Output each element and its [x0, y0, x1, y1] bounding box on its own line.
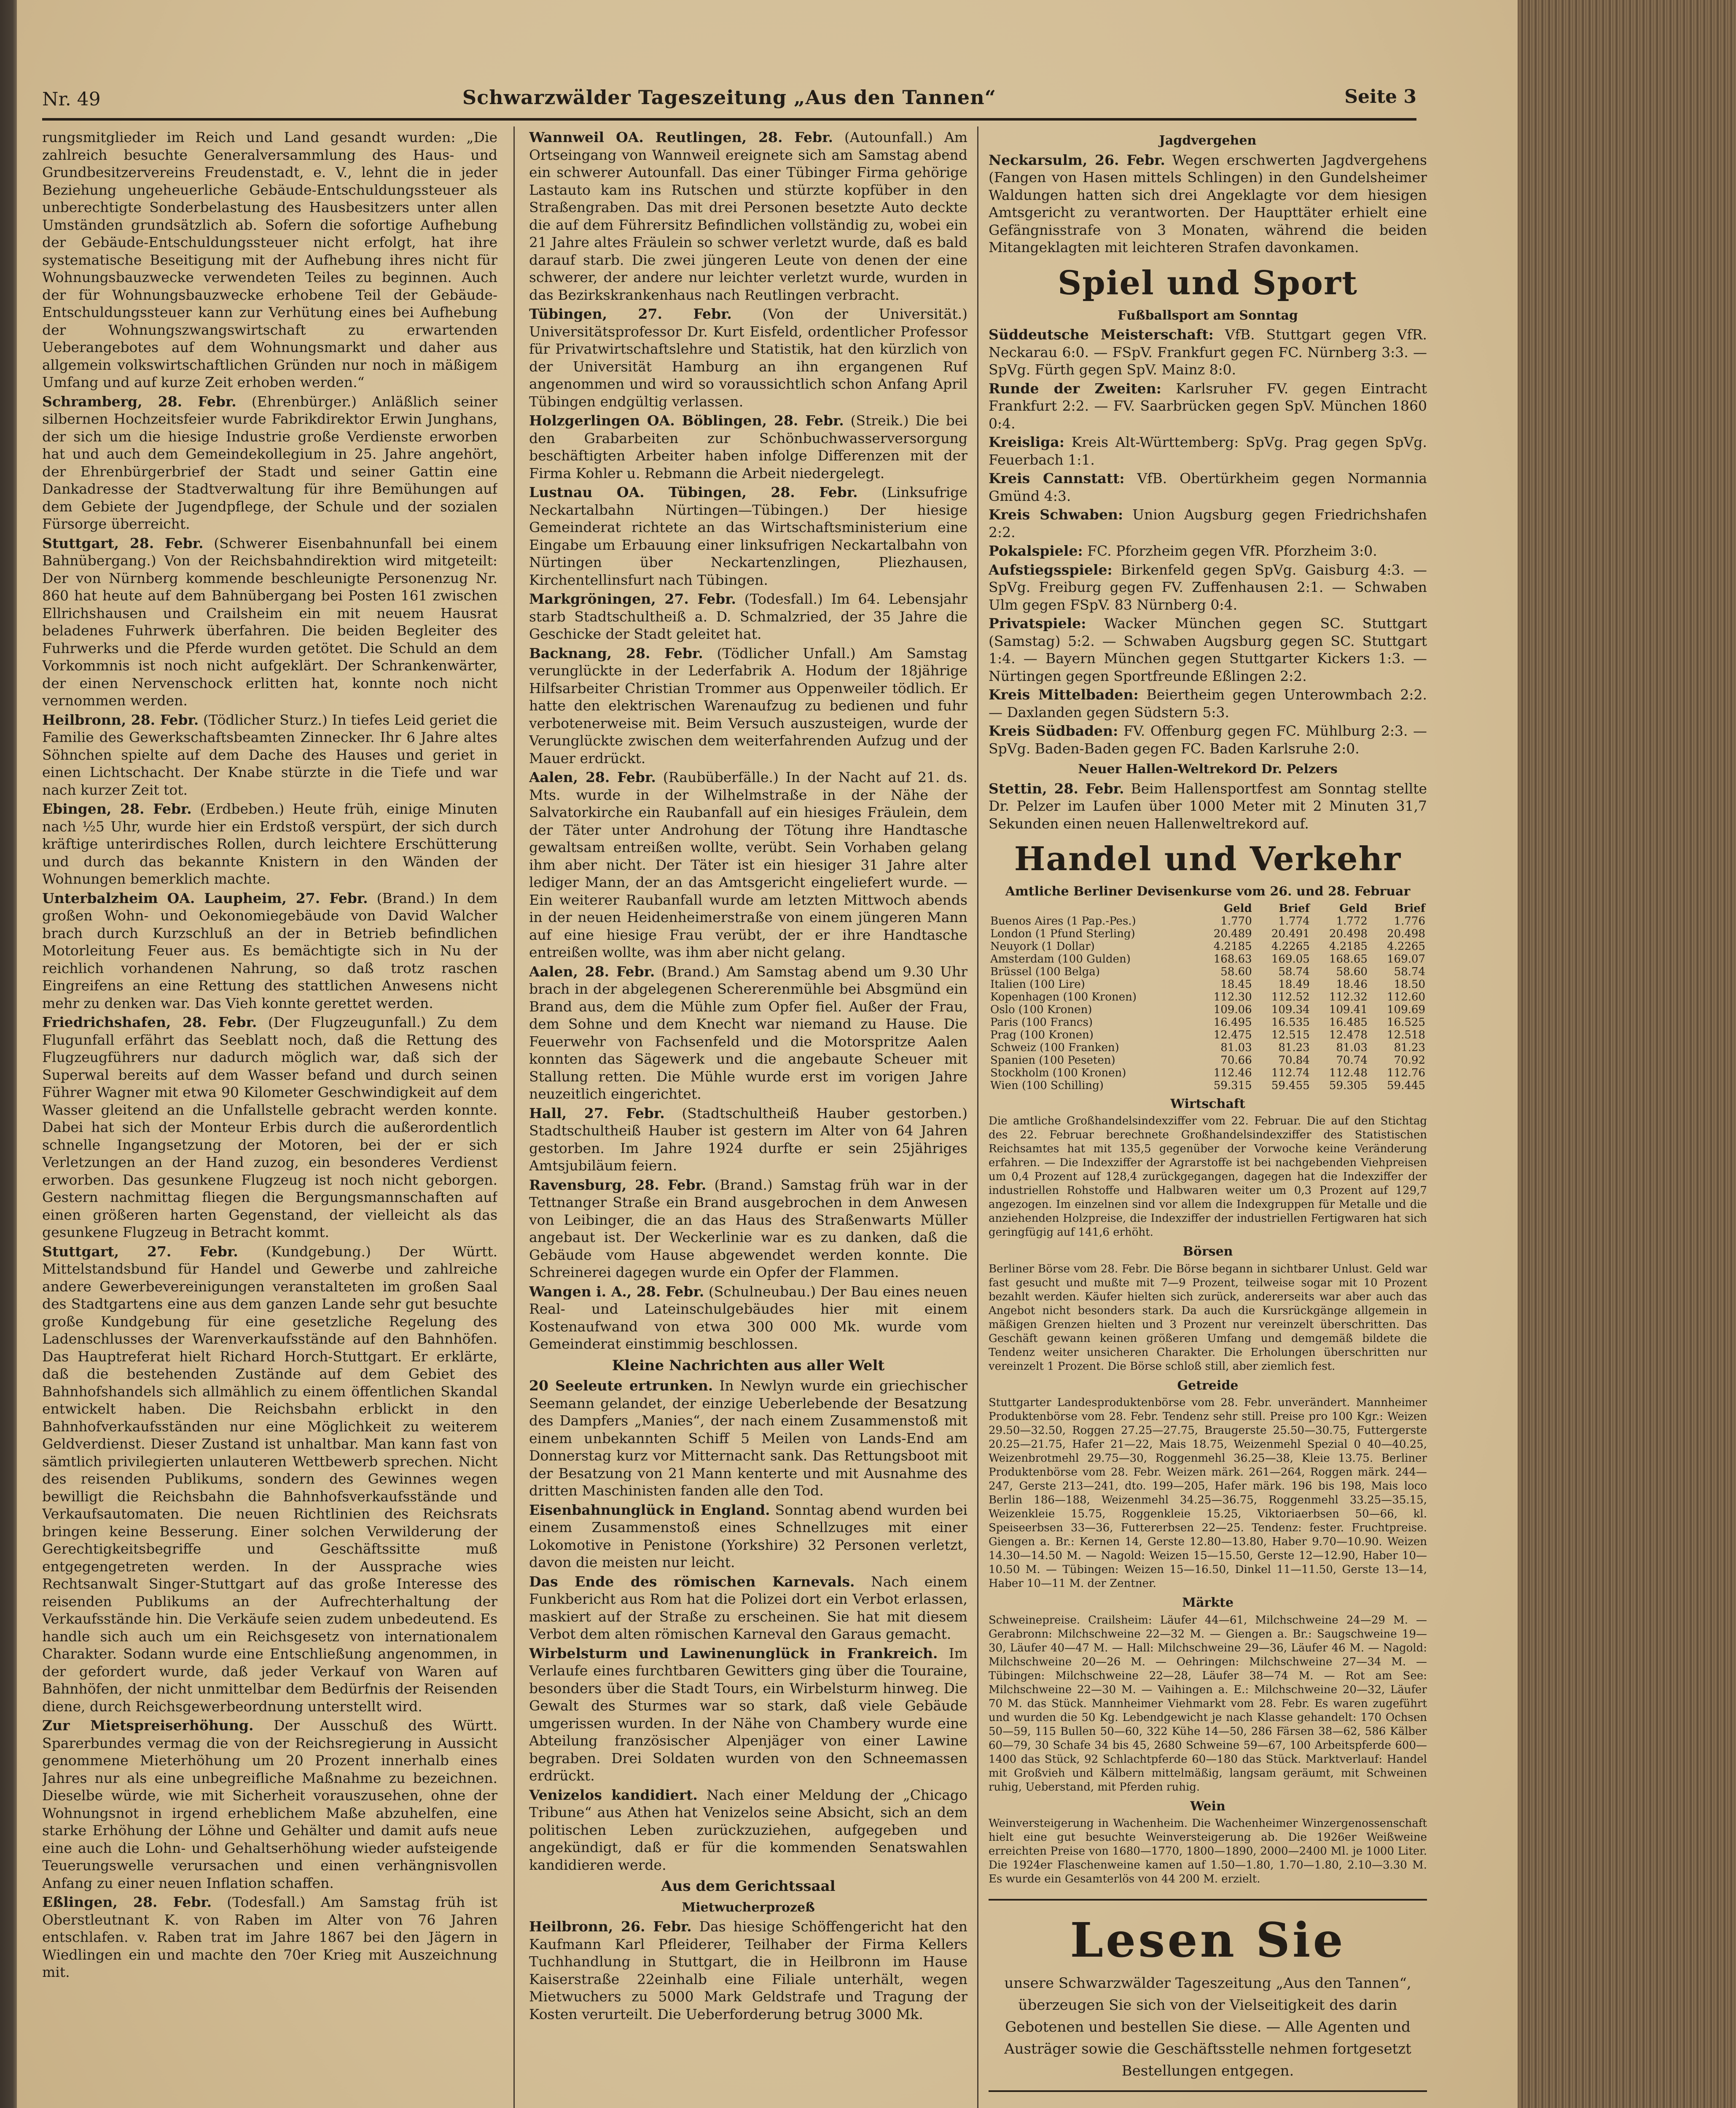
article: [529, 1501, 967, 1571]
fx-table-heading: Amtliche Berliner Devisenkurse vom 26. und 28. Februar: [1005, 884, 1411, 899]
fx-col-header: Brief: [1394, 902, 1425, 915]
article-text: (Von der Universität.) Universitätsprofessor Dr. Kurt Eisfeld, ordentlicher Professor für Privatwirtschaftslehre und Statistik, hat den kürzlich von der Universität Hamburg an ihn ergangenen Ruf angenommen und wird so voraussichtlich schon Anfang April Tübingen endgültig verlassen.: [529, 306, 967, 410]
fx-rate: 81.03: [1336, 1041, 1368, 1054]
article-dateline: Ebingen, 28. Febr.: [42, 801, 192, 817]
article: [529, 769, 967, 961]
fx-row: [989, 1016, 1427, 1029]
fx-rate: 59.455: [1271, 1079, 1310, 1092]
fx-currency: Wien (100 Schilling): [990, 1079, 1104, 1092]
article-text: Nach einer Meldung der „Chicago Tribune“ aus Athen hat Venizelos seine Absicht, sich an dem politischen Leben zurückzuziehen, aufgegeben und angekündigt, daß er für die kommenden Senatswahlen kandidieren werde.: [529, 1786, 967, 1873]
sport-result: [989, 722, 1427, 757]
advertisement-heading: Lesen Sie: [1070, 1913, 1346, 1968]
fx-rate: 16.485: [1329, 1016, 1368, 1029]
fx-row: [989, 978, 1427, 991]
fx-currency: London (1 Pfund Sterling): [990, 927, 1135, 940]
fx-rate: 4.2265: [1387, 940, 1425, 953]
fx-rate: 12.475: [1213, 1028, 1252, 1041]
sport-text: VfB. Obertürkheim gegen Normannia Gmünd 4:3.: [989, 470, 1427, 504]
article-text: (Kundgebung.) Der Württ. Mittelstandsbund für Handel und Gewerbe und zahlreiche andere Gewerbevereinigungen veranstalteten im großen Saal des Stadtgartens eine aus dem ganzen Lande sehr gut besuchte große Kundgebung für eine gesetzliche Regelung des Ladenschlusses der Warenverkaufsstände auf den Bahnhöfen. Das Hauptreferat hielt Richard Horch-Stuttgart. Er erklärte, daß die bestehenden Zustände auf dem Gebiet des Bahnhofshandels sich allmählich zu einem öffentlichen Skandal entwickelt haben. Die Reichsbahn erblickt in den Bahnhofverkaufsständen nur eine Möglichkeit zu weiterem Geldverdienst. Dieser Zustand ist unhaltbar. Man kann fast von sämtlich privilegierten unlauteren Wettbewerb sprechen. Nicht des reisenden Publikums, sondern des Gewinnes wegen bewilligt die Reichsbahn die Bahnhofsverkaufsstände und Verkaufsautomaten. Die neuen Richtlinien des Reichsrats bringen keine Besserung. Einer solchen Verwilderung der Gerechtigkeitsbegriffe und Geschäftssitte muß entgegengetreten werden. In der Aussprache wies Rechtsanwalt Singer-Stuttgart auf das große Interesse des reisenden Publikums an der Aufrechterhaltung der Verkaufsstände hin. Die Verkäufe seien zudem unbedeutend. Es handle sich auch um ein Reichsgesetz von internationalem Charakter. Sodann wurde eine Entschließung angenommen, in der gefordert wurde, daß jeder Verkauf von Waren auf Bahnhöfen, der nicht unmittelbar dem Bedürfnis der Reisenden diene, durch Reichsgewerbeordnung unterstellt wird.: [42, 1243, 497, 1715]
fx-rate: 20.491: [1271, 927, 1310, 940]
article: [529, 1573, 967, 1643]
sport-label: Kreisliga:: [989, 434, 1064, 450]
article-text: Im Verlaufe eines furchtbaren Gewitters ging über die Touraine, besonders über die Stadt Tours, ein Wirbelsturm hinweg. Die Gewalt des Sturmes war so stark, daß viele Gebäude umgerissen wurden. In der Nähe von Chambery wurde eine Abteilung französischer Alpenjäger von einer Lawine begraben. Drei Soldaten wurden von den Schneemassen erdrückt.: [529, 1645, 967, 1784]
section-subheading: Börsen: [1182, 1244, 1233, 1259]
article: [989, 151, 1427, 256]
fx-currency: Kopenhagen (100 Kronen): [990, 990, 1137, 1003]
fx-currency: Spanien (100 Peseten): [990, 1054, 1115, 1067]
fx-row: [989, 1029, 1427, 1041]
article-text: (Brand.) Samstag früh war in der Tettnanger Straße ein Brand ausgebrochen in dem Anwesen von Leibinger, die an das Haus des Straßenwarts Müller angebaut ist. Der Weckerlinie war es zu danken, daß die Gebäude vom Hause abgewendet werden konnte. Die Schreinerei dagegen wurde ein Opfer der Flammen.: [529, 1176, 967, 1280]
fx-header-row: [989, 902, 1427, 915]
article-dateline: Heilbronn, 26. Febr.: [529, 1918, 692, 1935]
fx-rate: 4.2185: [1213, 940, 1252, 953]
article-text: (Schwerer Eisenbahnunfall bei einem Bahnübergang.) Von der Reichsbahndirektion wird mitgeteilt: Der von Nürnberg kommende beschleunigte Personenzug Nr. 860 hat heute auf dem Bahnübergang bei Posten 161 zwischen Ellrichshausen und Crailsheim ein mit neuem Hausrat beladenes Fuhrwerk überfahren. Die beiden Begleiter des Fuhrwerks und die Pferde wurden getötet. Die Schuld an dem Vorkommnis ist noch nicht aufgeklärt. Der Schrankenwärter, der einen Nervenschock erlitten hat, konnte noch nicht vernommen werden.: [42, 535, 497, 709]
fx-rate: 112.60: [1387, 990, 1425, 1003]
article-text: (Der Flugzeugunfall.) Zu dem Flugunfall erfährt das Seeblatt noch, daß die Rettung des Flugzeugführers nur dadurch möglich war, daß sich der Superwal bereits auf dem Wasser befand und durch seinen Führer Wagner mit etwa 90 Kilometer Geschwindigkeit auf dem Wasser gleitend an die Unfallstelle gebracht werden konnte. Dabei hat sich der Monteur Erbis durch die außerordentlich schnelle Ingangsetzung der Motoren, bei der er sich Verletzungen an der Hand zuzog, ein besonderes Verdienst erworben. Das gesunkene Flugzeug ist noch nicht geborgen. Gestern nachmittag fliegen die Bergungsmannschaften auf einen größeren harten Gegenstand, der vielleicht als das gesunkene Flugzeug in Betracht kommt.: [42, 1014, 497, 1240]
fx-rate: 112.46: [1213, 1066, 1252, 1079]
article-text: Schweinepreise. Crailsheim: Läufer 44—61, Milchschweine 24—29 M. — Gerabronn: Milchschweine 22—32 M. — Giengen a. Br.: Saugschweine 19—30, Läufer 40—47 M. — Hall: Milchschweine 29—36, Läufer 46 M. — Nagold: Milchschweine 20—26 M. — Oehringen: Milchschweine 27—34 M. — Tübingen: Milchschweine 22—28, Läufer 38—74 M. — Rot am See: Milchschweine 22—30 M. — Vaihingen a. E.: Milchschweine 20—32, Läufer 70 M. das Stück. Mannheimer Viehmarkt vom 28. Febr. Es waren zugeführt und wurden die 50 Kg. Lebendgewicht je nach Klasse gehandelt: 170 Ochsen 50—59, 115 Bullen 50—60, 322 Kühe 14—50, 286 Färsen 38—62, 586 Kälber 60—79, 30 Schafe 34 bis 45, 2680 Schweine 59—67, 100 Arbeitspferde 600—1400 das Stück, 92 Schlachtpferde 60—180 das Stück. Marktverlauf: Handel mit Großvieh und Kälbern mittelmäßig, langsam geräumt, mit Schweinen ruhig, Ueberstand, mit Pferden ruhig.: [989, 1613, 1427, 1793]
article-text: Beim Hallensportfest am Sonntag stellte Dr. Pelzer im Laufen über 1000 Meter mit 2 Minuten 31,7 Sekunden einen neuen Hallenweltrekord auf.: [989, 780, 1427, 832]
article: [42, 393, 497, 533]
article-text: (Linksufrige Neckartalbahn Nürtingen—Tübingen.) Der hiesige Gemeinderat richtete an das Wirtschaftsministerium eine Eingabe um Erbauung einer linksufrigen Neckartalbahn von Nürtingen über Neckartenzlingen, Pliezhausen, Kirchentellinsfurt nach Tübingen.: [529, 484, 967, 588]
sport-result: [989, 380, 1427, 433]
article-dateline: Wannweil OA. Reutlingen, 28. Febr.: [529, 129, 833, 145]
sport-text: Beiertheim gegen Unterowmbach 2:2. — Daxlanden gegen Südstern 5:3.: [989, 686, 1427, 721]
article-text: (Todesfall.) Am Samstag früh ist Oberstleutnant K. von Raben im Alter von 76 Jahren entschlafen. v. Raben trat im Jahre 1867 bei den Jägern in Wiedlingen ein und machte den 70er Krieg mit Auszeichnung mit.: [42, 1894, 497, 1980]
fx-rate: 112.32: [1329, 990, 1368, 1003]
sport-label: Kreis Cannstatt:: [989, 470, 1125, 487]
book-page-edges: [1518, 0, 1736, 2108]
article-text: Wegen erschwerten Jagdvergehens (Fangen von Hasen mittels Schlingen) in den Gundelsheimer Waldungen hatten sich drei Angeklagte vor dem hiesigen Amtsgericht zu verantworten. Der Haupttäter erhielt eine Gefängnisstrafe von 3 Monaten, während die beiden Mitangeklagten mit leichteren Strafen davonkamen.: [989, 151, 1427, 255]
page-label: Seite 3: [1344, 86, 1416, 108]
article-dateline: Ravensburg, 28. Febr.: [529, 1176, 707, 1193]
article: [42, 129, 497, 391]
sport-result: [989, 470, 1427, 505]
article-text: (Autounfall.) Am Ortseingang von Wannweil ereignete sich am Samstag abend ein schwerer Autounfall. Das einer Tübinger Firma gehörige Lastauto kam ins Rutschen und stürzte kopfüber in den Straßengraben. Das mit drei Personen besetzte Auto deckte die auf dem Führersitz Befindlichen vollständig zu, wobei ein 21 Jahre altes Fräulein so schwer verletzt wurde, daß es bald darauf starb. Die zwei jüngeren Leute von denen der eine schwerer, der andere nur leichter verletzt wurde, wurden in das Bezirkskrankenhaus nach Reutlingen verbracht.: [529, 129, 967, 303]
fx-rate: 12.518: [1387, 1028, 1425, 1041]
fx-rate: 12.515: [1271, 1028, 1310, 1041]
article-dateline: Stuttgart, 28. Febr.: [42, 535, 204, 551]
sport-text: FV. Offenburg gegen FC. Mühlburg 2:3. — SpVg. Baden-Baden gegen FC. Baden Karlsruhe 2:0.: [989, 723, 1427, 757]
section-subheading: Fußballsport am Sonntag: [1118, 308, 1298, 323]
fx-currency: Amsterdam (100 Gulden): [990, 952, 1131, 965]
article-dateline: Das Ende des römischen Karnevals.: [529, 1573, 855, 1590]
article-dateline: Aalen, 28. Febr.: [529, 963, 655, 980]
article-dateline: Backnang, 28. Febr.: [529, 645, 703, 661]
sport-label: Kreis Südbaden:: [989, 723, 1118, 739]
fx-currency: Schweiz (100 Franken): [990, 1041, 1119, 1054]
fx-col-header: Geld: [1223, 902, 1252, 915]
fx-rate: 59.445: [1387, 1079, 1425, 1092]
column-3: [989, 129, 1427, 2108]
fx-rate: 169.05: [1271, 952, 1310, 965]
sport-result: [989, 542, 1427, 560]
section-heading-sport: Spiel und Sport: [1057, 264, 1358, 302]
fx-currency: Italien (100 Lire): [990, 978, 1085, 991]
article: [42, 535, 497, 710]
article-text: (Todesfall.) Im 64. Lebensjahr starb Stadtschultheiß a. D. Schmalzried, der 35 Jahre die Geschicke der Stadt geleitet hat.: [529, 591, 967, 642]
fx-rate: 20.489: [1213, 927, 1252, 940]
fx-rate: 112.48: [1329, 1066, 1368, 1079]
article-text: Die amtliche Großhandelsindexziffer vom 22. Februar. Die auf den Stichtag des 22. Februar berechnete Großhandelsindexziffer des Statistischen Reichsamtes hat mit 135,5 gegenüber der Vorwoche keine Veränderung erfahren. — Die Indexziffer der Agrarstoffe ist bei nachgebenden Viehpreisen um 0,4 Prozent auf 128,4 zurückgegangen, dagegen hat die Indexziffer der industriellen Rohstoffe und Halbwaren weiter um 0,3 Prozent auf 129,7 angezogen. Im einzelnen sind vor allem die Indexgruppen für Metalle und die anziehenden Holzpreise, die Indexziffer der industriellen Fertigwaren hat sich geringfügig auf 141,6 erhöht.: [989, 1115, 1427, 1239]
fx-rate: 20.498: [1329, 927, 1368, 940]
fx-col-header: Geld: [1339, 902, 1368, 915]
sport-label: Aufstiegsspiele:: [989, 561, 1113, 578]
fx-currency: Brüssel (100 Belga): [990, 965, 1100, 978]
column-rule: [513, 126, 515, 2108]
fx-row: [989, 1067, 1427, 1079]
article-dateline: Venizelos kandidiert.: [529, 1786, 698, 1803]
fx-row: [989, 965, 1427, 978]
section-subheading: Märkte: [1182, 1595, 1234, 1610]
section-heading-trade: Handel und Verkehr: [1014, 840, 1402, 878]
article: [42, 711, 497, 799]
article: [42, 1893, 497, 1981]
article: [42, 890, 497, 1012]
section-subheading: Wirtschaft: [1170, 1096, 1245, 1111]
article: [529, 1918, 967, 2023]
sport-result: [989, 506, 1427, 541]
sport-text: Union Augsburg gegen Friedrichshafen 2:2.: [989, 506, 1427, 540]
sport-label: Kreis Schwaben:: [989, 506, 1123, 523]
fx-rate: 18.46: [1336, 978, 1368, 991]
article-dateline: Zur Mietspreiserhöhung.: [42, 1717, 254, 1734]
fx-rate: 109.06: [1213, 1003, 1252, 1016]
fx-rate: 81.03: [1220, 1041, 1252, 1054]
article-text: Sonntag abend wurden bei einem Zusammenstoß eines Schnellzuges mit einer Lokomotive in Penistone (Yorkshire) 32 Personen verletzt, davon die meisten nur leicht.: [529, 1501, 967, 1570]
column-1: [42, 129, 497, 2108]
fx-rate: 18.49: [1278, 978, 1310, 991]
article-dateline: Stuttgart, 27. Febr.: [42, 1243, 238, 1260]
sport-result: [989, 615, 1427, 685]
fx-table: [989, 902, 1427, 1092]
article: [529, 129, 967, 304]
section-subheading: Mietwucherprozeß: [682, 1900, 815, 1915]
article: [529, 1176, 967, 1281]
sport-result: [989, 433, 1427, 468]
fx-currency: Buenos Aires (1 Pap.-Pes.): [990, 914, 1136, 928]
article-dateline: Markgröningen, 27. Febr.: [529, 591, 736, 607]
fx-rate: 20.498: [1387, 927, 1425, 940]
article-dateline: 20 Seeleute ertrunken.: [529, 1377, 713, 1394]
fx-currency: Neuyork (1 Dollar): [990, 940, 1095, 953]
sport-result: [989, 561, 1427, 614]
article-dateline: Wangen i. A., 28. Febr.: [529, 1283, 704, 1300]
article-dateline: Lustnau OA. Tübingen, 28. Febr.: [529, 484, 858, 500]
sport-text: FC. Pforzheim gegen VfR. Pforzheim 3:0.: [1087, 543, 1377, 559]
fx-rate: 109.34: [1271, 1003, 1310, 1016]
article-text: (Brand.) Am Samstag abend um 9.30 Uhr brach in der abgelegenen Schererenmühle bei Absgmünd ein Brand aus, dem die Mühle zum Opfer fiel. Außer der Frau, dem Sohne und dem Knecht war niemand zu Hause. Die Feuerwehr von Fachsenfeld und die Motorspritze Aalen konnten das Sägewerk und die angebaute Scheuer mit Stallung retten. Die Mühle wurde erst im vorigen Jahre neuzeitlich eingerichtet.: [529, 963, 967, 1102]
fx-rate: 70.66: [1220, 1054, 1252, 1067]
fx-currency: Prag (100 Kronen): [990, 1028, 1094, 1041]
fx-rate: 81.23: [1394, 1041, 1425, 1054]
article-dateline: Stettin, 28. Febr.: [989, 780, 1124, 797]
fx-rate: 16.495: [1213, 1016, 1252, 1029]
article: [529, 1283, 967, 1353]
sport-label: Pokalspiele:: [989, 543, 1083, 559]
fx-row: [989, 1041, 1427, 1054]
fx-rate: 112.74: [1271, 1066, 1310, 1079]
fx-row: [989, 940, 1427, 953]
section-subheading: Getreide: [1177, 1378, 1239, 1393]
article-text: (Erdbeben.) Heute früh, einige Minuten nach ½5 Uhr, wurde hier ein Erdstoß verspürt, der sich durch kräftige unterirdisches Rollen, durch leichtere Erschütterung und durch das bekannte Knistern in den Wänden der Wohnungen bemerklich machte.: [42, 801, 497, 887]
article-text: (Tödlicher Sturz.) In tiefes Leid geriet die Familie des Gewerkschaftsbeamten Zinnecker. Ihr 6 Jahre altes Söhnchen spielte auf dem Dache des Hauses und geriet in einen Lichtschacht. Der Knabe stürzte in die Tiefe und war nach kurzer Zeit tot.: [42, 711, 497, 798]
section-heading: Aus dem Gerichtssaal: [661, 1878, 836, 1895]
article: [529, 963, 967, 1103]
fx-row: [989, 915, 1427, 928]
sport-text: Kreis Alt-Württemberg: SpVg. Prag gegen SpVg. Feuerbach 1:1.: [989, 434, 1427, 468]
article: [529, 1786, 967, 1874]
section-subheading: Wein: [1190, 1799, 1225, 1814]
fx-row: [989, 928, 1427, 940]
article-dateline: Heilbronn, 28. Febr.: [42, 711, 199, 728]
advertisement: [989, 1899, 1427, 2092]
article-dateline: Tübingen, 27. Febr.: [529, 306, 732, 322]
sport-text: Birkenfeld gegen SpVg. Gaisburg 4:3. — SpVg. Freiburg gegen FV. Zuffenhausen 2:1. — Schwaben Ulm gegen FSpV. 83 Nürnberg 0:4.: [989, 561, 1427, 613]
article-text: Weinversteigerung in Wachenheim. Die Wachenheimer Winzergenossenschaft hielt eine gut besuchte Weinversteigerung ab. Die 1926er Weißweine erreichten Preise von 1680—1770, 1800—1890, 2000—2400 Ml. je 1000 Liter. Die 1924er Flaschenweine kamen auf 1.50—1.80, 1.70—1.80, 2.10—3.30 M. Es wurde ein Gesamterlös von 44 200 M. erzielt.: [989, 1817, 1427, 1885]
fx-rate: 59.315: [1213, 1079, 1252, 1092]
article: [529, 1377, 967, 1500]
article-text: rungsmitglieder im Reich und Land gesandt wurden: „Die zahlreich besuchte Generalversammlung des Haus- und Grundbesitzervereins Freudenstadt, e. V., lehnt die in jeder Beziehung ungeheuerliche Gebäude-Entschuldungssteuer als unberechtigte Sonderbelastung des Hausbesitzers unter allen Umständen grundsätzlich ab. Sofern die sofortige Aufhebung der Gebäude-Entschuldungssteuer nicht erfolgt, hat ihre systematische Beseitigung mit der Aufhebung ihres nicht für Wohnungsbauzwecke verwendeten Teiles zu beginnen. Auch der für Wohnungsbauzwecke erhobene Teil der Gebäude-Entschuldungssteuer kann zur Verhütung eines bei Aufhebung der Wohnungszwangswirtschaft zu erwartenden Ueberangebotes auf dem Wohnungsmarkt und daher aus allgemein volkswirtschaftlichen Gründen nur noch in mäßigem Umfang und auf kurze Zeit erhoben werden.“: [42, 129, 497, 390]
fx-row: [989, 953, 1427, 965]
sport-result: [989, 686, 1427, 721]
fx-col-header: [989, 902, 1196, 915]
sport-result: [989, 326, 1427, 379]
article-dateline: Aalen, 28. Febr.: [529, 769, 656, 785]
fx-rate: 1.772: [1336, 914, 1368, 928]
article: [989, 780, 1427, 833]
fx-rate: 112.76: [1387, 1066, 1425, 1079]
masthead-title: Schwarzwälder Tageszeitung „Aus den Tannen“: [462, 86, 997, 109]
article: [42, 1243, 497, 1715]
article-dateline: Unterbalzheim OA. Laupheim, 27. Febr.: [42, 890, 368, 906]
article-dateline: Eßlingen, 28. Febr.: [42, 1894, 212, 1910]
article-text: Stuttgarter Landesproduktenbörse vom 28. Febr. unverändert. Mannheimer Produktenbörse vom 28. Febr. Tendenz sehr still. Preise pro 100 Kgr.: Weizen 29.50—32.50, Roggen 27.25—27.75, Braugerste 25.50—30.75, Futtergerste 20.25—21.75, Hafer 21—22, Mais 18.75, Weizenmehl Spezial 0 40—40.25, Weizenbrotmehl 29.75—30, Roggenmehl 36.25—38, Kleie 13.75. Berliner Produktenbörse vom 28. Febr. Weizen märk. 261—264, Roggen märk. 244—247, Gerste 213—241, dto. 199—205, Hafer märk. 196 bis 198, Mais loco Berlin 186—188, Weizenmehl 34.25—36.75, Roggenmehl 33.25—35.15, Weizenkleie 15.75, Roggenkleie 15.25, Viktoriaerbsen 50—66, kl. Speiseerbsen 33—36, Futtererbsen 22—25. Tendenz: fester. Fruchtpreise. Giengen a. Br.: Kernen 14, Gerste 12.80—13.80, Haber 9.70—10.90. Weizen 14.30—14.50 M. — Nagold: Weizen 15—15.50, Gerste 12—12.90, Haber 10—10.50 M. — Tübingen: Weizen 15—16.50, Dinkel 11—11.50, Gerste 13—14, Haber 10—11 M. der Zentner.: [989, 1396, 1427, 1590]
sport-label: Runde der Zweiten:: [989, 380, 1161, 397]
fx-currency: Stockholm (100 Kronen): [990, 1066, 1126, 1079]
article: [42, 1014, 497, 1241]
fx-rate: 109.41: [1329, 1003, 1368, 1016]
article-text: (Streik.) Die bei den Grabarbeiten zur Schönbuchwasserversorgung beschäftigten Arbeiter haben infolge Differenzen mit der Firma Kohler u. Rebmann die Arbeit niedergelegt.: [529, 412, 967, 481]
fx-row: [989, 1003, 1427, 1016]
sport-text: VfB. Stuttgart gegen VfR. Neckarau 6:0. — FSpV. Frankfurt gegen FC. Nürnberg 3:3. — SpVg. Fürth gegen SpV. Mainz 8:0.: [989, 326, 1427, 378]
sport-label: Süddeutsche Meisterschaft:: [989, 326, 1214, 343]
article-text: Berliner Börse vom 28. Febr. Die Börse begann in sichtbarer Unlust. Geld war fast gesucht und mußte mit 7—9 Prozent, teilweise sogar mit 10 Prozent bezahlt werden. Käufer hielten sich zurück, andererseits war aber auch das Angebot nicht besonders stark. Da auch die Kursrückgänge allgemein in mäßigen Grenzen hielten und 3 Prozent nur vereinzelt überschritten. Das Geschäft gewann keinen größeren Umfang und demgemäß bildete die Tendenz weiter unsicheren Charakter. Die Erholungen überschritten nur vereinzelt 1 Prozent. Die Börse schloß still, aber ziemlich fest.: [989, 1262, 1427, 1373]
advertisement-text: unsere Schwarzwälder Tageszeitung „Aus den Tannen“, überzeugen Sie sich von der Vielseitigkeit des darin Gebotenen und bestellen Sie diese. — Alle Agenten und Austräger sowie die Geschäftsstelle nehmen fortgesetzt Bestellungen entgegen.: [1004, 1975, 1411, 2079]
article-dateline: Schramberg, 28. Febr.: [42, 393, 236, 410]
fx-rate: 168.65: [1329, 952, 1368, 965]
fx-row: [989, 1054, 1427, 1067]
fx-rate: 1.770: [1220, 914, 1252, 928]
fx-rate: 58.74: [1278, 965, 1310, 978]
fx-rate: 16.525: [1387, 1016, 1425, 1029]
article-dateline: Holzgerlingen OA. Böblingen, 28. Febr.: [529, 412, 844, 429]
fx-row: [989, 991, 1427, 1003]
article-dateline: Wirbelsturm und Lawinenunglück in Frankreich.: [529, 1645, 938, 1662]
article-text: (Tödlicher Unfall.) Am Samstag verunglückte in der Lederfabrik A. Hodum der 18jährige Hilfsarbeiter Christian Trommer aus Oppenweiler tödlich. Er hatte den elektrischen Warenaufzug zu bedienen und fuhr verbotenerweise mit. Beim Versuch auszusteigen, wurde der Verunglückte zwischen dem weiterfahrenden Aufzug und der Mauer erdrückt.: [529, 645, 967, 766]
article: [529, 1645, 967, 1785]
fx-rate: 18.50: [1394, 978, 1425, 991]
article-text: Der Ausschuß des Württ. Sparerbundes vermag die von der Reichsregierung in Aussicht genommene Mieterhöhung um 20 Prozent innerhalb eines Jahres nur als eine unbegreifliche Maßnahme zu bezeichnen. Dieselbe würde, wie mit Sicherheit vorauszusehen, ohne der Wohnungsnot in irgend erheblichem Maße abzuhelfen, eine starke Erhöhung der Löhne und Gehälter und damit aufs neue eine auch die Lohn- und Gehaltserhöhung wieder aufsteigende Teuerungswelle verursachen und einen verhängnisvollen Anfang zu einer neuen Inflation schaffen.: [42, 1717, 497, 1891]
fx-rate: 59.305: [1329, 1079, 1368, 1092]
article-text: (Brand.) In dem großen Wohn- und Oekonomiegebäude von David Walcher brach durch Kurzschluß an der in Betrieb befindlichen Motorleitung Feuer aus. Es bemächtigte sich in Nu der reichlich vorhandenen Nahrung, so daß trotz raschen Eingreifens an eine Rettung des stattlichen Anwesens nicht mehr zu denken war. Das Vieh konnte gerettet werden.: [42, 890, 497, 1011]
article: [529, 484, 967, 589]
article-text: (Ehrenbürger.) Anläßlich seiner silbernen Hochzeitsfeier wurde Fabrikdirektor Erwin Junghans, der sich um die hiesige Industrie große Verdienste erworben hat und auch dem Gemeindekollegium in 25. Jahre angehört, der Ehrenbürgerbrief der Stadt und seiner Gattin eine Dankadresse der Stadtverwaltung für ihre Bemühungen auf dem Gebiete der Jugendpflege, der Schule und der sozialen Fürsorge überreicht.: [42, 393, 497, 532]
sport-label: Privatspiele:: [989, 615, 1086, 632]
article: [42, 1717, 497, 1892]
fx-rate: 168.63: [1213, 952, 1252, 965]
section-heading: Kleine Nachrichten aus aller Welt: [612, 1357, 885, 1374]
fx-rate: 1.774: [1278, 914, 1310, 928]
section-subheading: Jagdvergehen: [1159, 133, 1257, 148]
article-dateline: Neckarsulm, 26. Febr.: [989, 151, 1165, 168]
fx-rate: 109.69: [1387, 1003, 1425, 1016]
article: [529, 412, 967, 482]
fx-currency: Oslo (100 Kronen): [990, 1003, 1092, 1016]
fx-rate: 169.07: [1387, 952, 1425, 965]
sport-label: Kreis Mittelbaden:: [989, 686, 1139, 703]
fx-rate: 112.30: [1213, 990, 1252, 1003]
article-dateline: Eisenbahnunglück in England.: [529, 1501, 770, 1518]
fx-rate: 58.60: [1336, 965, 1368, 978]
page-header: [42, 80, 1416, 121]
fx-rate: 58.74: [1394, 965, 1425, 978]
article: [529, 305, 967, 410]
fx-rate: 16.535: [1271, 1016, 1310, 1029]
fx-rate: 81.23: [1278, 1041, 1310, 1054]
fx-rate: 70.84: [1278, 1054, 1310, 1067]
fx-rate: 4.2185: [1329, 940, 1368, 953]
fx-rate: 58.60: [1220, 965, 1252, 978]
article: [529, 1105, 967, 1175]
article-text: (Stadtschultheiß Hauber gestorben.) Stadtschultheiß Hauber ist gestern im Alter von 64 Jahren gestorben. Im Jahre 1924 durfte er sein 25jähriges Amtsjubiläum feiern.: [529, 1105, 967, 1174]
article-dateline: Hall, 27. Febr.: [529, 1105, 665, 1121]
article-dateline: Friedrichshafen, 28. Febr.: [42, 1014, 257, 1030]
article: [529, 590, 967, 643]
page-number: Nr. 49: [42, 89, 101, 110]
article-text: Das hiesige Schöffengericht hat den Kaufmann Karl Pfleiderer, Teilhaber der Firma Kellers Tuchhandlung in Stuttgart, die in Heilbronn im Hause Kaiserstraße 22einhalb eine Filiale unterhält, wegen Mietwuchers zu 5000 Mark Geldstrafe und Tragung der Kosten verurteilt. Die Ueberforderung betrug 3000 Mk.: [529, 1918, 967, 2022]
fx-rate: 70.74: [1336, 1054, 1368, 1067]
fx-rate: 4.2265: [1271, 940, 1310, 953]
section-subheading: Neuer Hallen-Weltrekord Dr. Pelzers: [1078, 762, 1338, 777]
fx-currency: Paris (100 Francs): [990, 1016, 1093, 1029]
fx-rate: 1.776: [1394, 914, 1425, 928]
article-text: Nach einem Funkbericht aus Rom hat die Polizei dort ein Verbot erlassen, maskiert auf der Straße zu erscheinen. Sie hat mit diesem Verbot dem alten römischen Karneval den Garaus gemacht.: [529, 1573, 967, 1642]
fx-rate: 18.45: [1220, 978, 1252, 991]
sport-text: Karlsruher FV. gegen Eintracht Frankfurt 2:2. — FV. Saarbrücken gegen SpV. München 1860 0:4.: [989, 380, 1427, 432]
column-2: [529, 129, 967, 2108]
fx-row: [989, 1079, 1427, 1092]
fx-rate: 70.92: [1394, 1054, 1425, 1067]
article: [529, 645, 967, 767]
article: [42, 800, 497, 888]
sport-text: Wacker München gegen SC. Stuttgart (Samstag) 5:2. — Schwaben Augsburg gegen SC. Stuttgart 1:4. — Bayern München gegen Stuttgarter Kickers 1:3. — Nürtingen gegen Sportfreunde Eßlingen 2:2.: [989, 615, 1427, 684]
article-text: (Schulneubau.) Der Bau eines neuen Real- und Lateinschulgebäudes hier mit einem Kostenaufwand von etwa 300 000 Mk. wurde vom Gemeinderat einstimmig beschlossen.: [529, 1283, 967, 1352]
article-text: (Raubüberfälle.) In der Nacht auf 21. ds. Mts. wurde in der Wilhelmstraße in der Nähe der Salvatorkirche ein Raubanfall auf ein hiesiges Fräulein, dem der Täter unter Androhung der Tötung ihre Handtasche gewaltsam entreißen wollte, verübt. Sein Vorhaben gelang ihm aber nicht. Der Täter ist ein hiesiger 31 Jahre alter lediger Mann, der an das Amtsgericht eingeliefert wurde. — Ein weiterer Raubanfall wurde am letzten Mittwoch abends in der neuen Heidenheimerstraße von einem jüngeren Mann auf eine hiesige Frau verübt, der er ihre Handtasche entreißen wollte, was ihm aber nicht gelang.: [529, 769, 967, 960]
fx-rate: 12.478: [1329, 1028, 1368, 1041]
column-rule: [977, 126, 978, 2108]
fx-rate: 112.52: [1271, 990, 1310, 1003]
article-text: In Newlyn wurde ein griechischer Seemann gelandet, der einzige Ueberlebende der Besatzung des Dampfers „Manies“, der nach einem Zusammenstoß mit einem unbekannten Schiff 5 Meilen von Lands-End am Donnerstag kurz vor Mitternacht sank. Das Rettungsboot mit der Besatzung von 21 Mann kenterte und mit Ausnahme des dritten Maschinisten fanden alle den Tod.: [529, 1377, 967, 1499]
fx-col-header: Brief: [1279, 902, 1310, 915]
fx-table-body: [989, 915, 1427, 1092]
